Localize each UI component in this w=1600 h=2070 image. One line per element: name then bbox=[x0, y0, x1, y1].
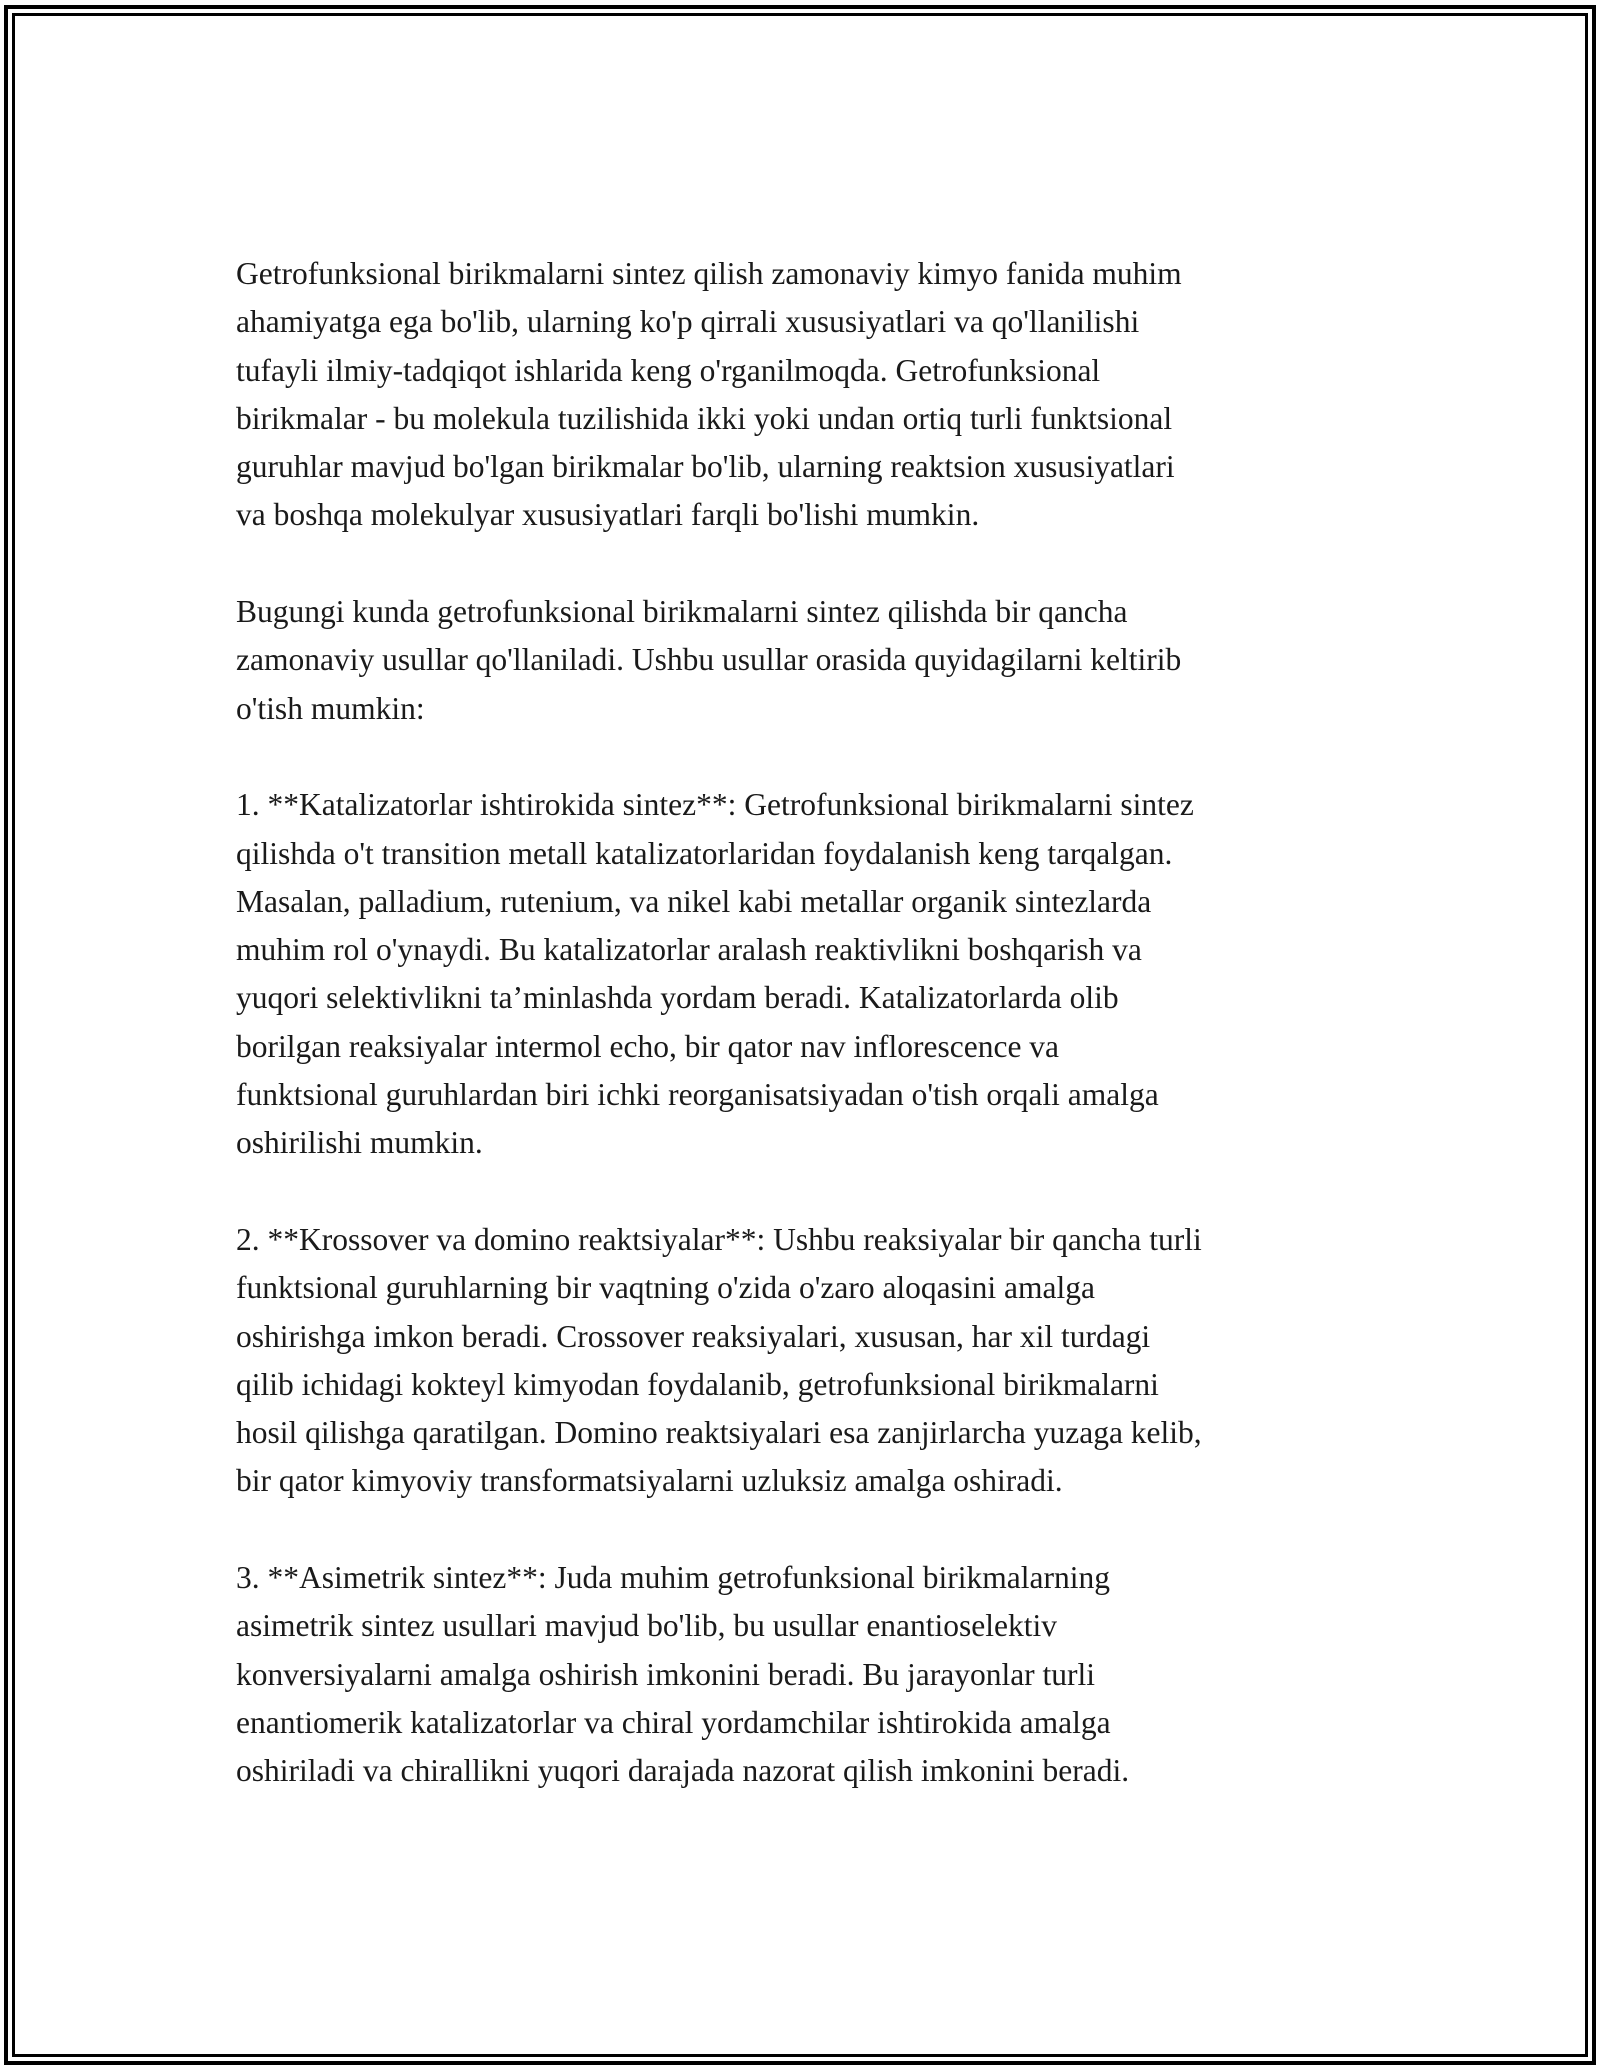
text-line: 2. **Krossover va domino reaktsiyalar**: Ushbu reaksiyalar bir qancha turli bbox=[236, 1221, 1202, 1257]
text-line: borilgan reaksiyalar intermol echo, bir qator nav inflorescence va bbox=[236, 1028, 1060, 1064]
text-line: yuqori selektivlikni ta’minlashda yordam beradi. Katalizatorlarda olib bbox=[236, 980, 1119, 1016]
text-line: muhim rol o'ynaydi. Bu katalizatorlar aralash reaktivlikni boshqarish va bbox=[236, 932, 1142, 968]
paragraph-methods-intro bbox=[236, 588, 1396, 733]
text-line: oshirishga imkon beradi. Crossover reaksiyalari, xususan, har xil turdagi bbox=[236, 1318, 1151, 1354]
text-line: bir qator kimyoviy transformatsiyalarni uzluksiz amalga oshiradi. bbox=[236, 1463, 1063, 1499]
text-line: qilib ichidagi kokteyl kimyodan foydalanib, getrofunksional birikmalarni bbox=[236, 1366, 1159, 1402]
text-line: birikmalar - bu molekula tuzilishida ikki yoki undan ortiq turli funktsional bbox=[236, 400, 1173, 436]
list-item-asymmetric bbox=[236, 1554, 1396, 1795]
list-item-crossover-domino bbox=[236, 1216, 1396, 1506]
text-line: konversiyalarni amalga oshirish imkonini beradi. Bu jarayonlar turli bbox=[236, 1656, 1096, 1692]
text-line: 3. **Asimetrik sintez**: Juda muhim getrofunksional birikmalarning bbox=[236, 1560, 1110, 1596]
text-line: zamonaviy usullar qo'llaniladi. Ushbu usullar orasida quyidagilarni keltirib bbox=[236, 642, 1182, 678]
text-line: Masalan, palladium, rutenium, va nikel kabi metallar organik sintezlarda bbox=[236, 883, 1152, 919]
text-line: o'tish mumkin: bbox=[236, 690, 425, 726]
text-line: enantiomerik katalizatorlar va chiral yordamchilar ishtirokida amalga bbox=[236, 1704, 1111, 1740]
text-line: guruhlar mavjud bo'lgan birikmalar bo'lib, ularning reaktsion xususiyatlari bbox=[236, 449, 1175, 485]
paragraph-intro bbox=[236, 250, 1396, 540]
text-line: ahamiyatga ega bo'lib, ularning ko'p qirrali xususiyatlari va qo'llanilishi bbox=[236, 304, 1140, 340]
text-line: Bugungi kunda getrofunksional birikmalarni sintez qilishda bir qancha bbox=[236, 594, 1128, 630]
text-line: oshirilishi mumkin. bbox=[236, 1125, 483, 1161]
text-line: funktsional guruhlardan biri ichki reorganisatsiyadan o'tish orqali amalga bbox=[236, 1077, 1159, 1113]
text-line: Getrofunksional birikmalarni sintez qilish zamonaviy kimyo fanida muhim bbox=[236, 256, 1182, 291]
text-line: oshiriladi va chirallikni yuqori darajada nazorat qilish imkonini beradi. bbox=[236, 1753, 1130, 1789]
text-line: 1. **Katalizatorlar ishtirokida sintez**: Getrofunksional birikmalarni sintez bbox=[236, 787, 1194, 823]
text-line: va boshqa molekulyar xususiyatlari farqli bo'lishi mumkin. bbox=[236, 497, 980, 533]
text-line: qilishda o't transition metall katalizatorlaridan foydalanish keng tarqalgan. bbox=[236, 835, 1173, 871]
text-line: tufayli ilmiy-tadqiqot ishlarida keng o'rganilmoqda. Getrofunksional bbox=[236, 352, 1101, 388]
text-line: asimetrik sintez usullari mavjud bo'lib, bu usullar enantioselektiv bbox=[236, 1608, 1058, 1644]
text-line: funktsional guruhlarning bir vaqtning o'zida o'zaro aloqasini amalga bbox=[236, 1270, 1095, 1306]
list-item-catalysis bbox=[236, 781, 1396, 1167]
text-line: hosil qilishga qaratilgan. Domino reaktsiyalari esa zanjirlarcha yuzaga kelib, bbox=[236, 1415, 1202, 1451]
document-body bbox=[236, 250, 1396, 1796]
